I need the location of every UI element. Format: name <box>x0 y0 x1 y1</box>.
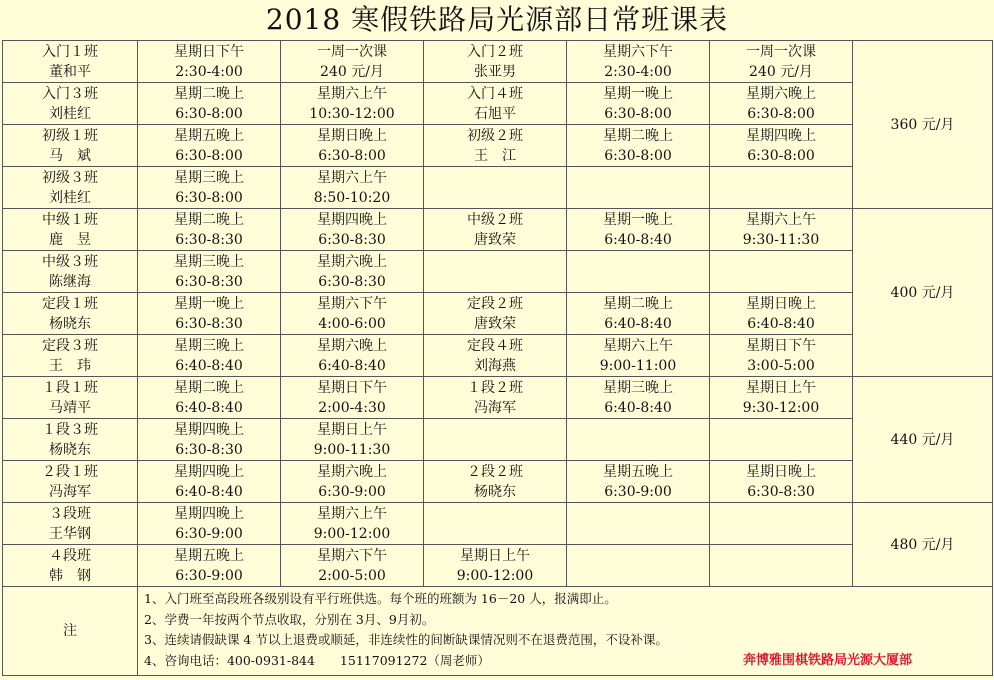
schedule-cell: 星期四晚上 6:30-8:30 <box>138 419 281 461</box>
class-cell: ２段２班 杨晓东 <box>424 461 567 503</box>
table-row <box>3 293 993 335</box>
class-cell: 定段２班 唐致荣 <box>424 293 567 335</box>
class-cell: 初级２班 王 江 <box>424 125 567 167</box>
schedule-cell: 星期四晚上 6:30-8:00 <box>710 125 853 167</box>
schedule-cell <box>567 503 710 545</box>
note-line <box>144 651 992 672</box>
schedule-table <box>2 40 993 676</box>
table-row <box>3 545 993 587</box>
table-row <box>3 377 993 419</box>
table-row <box>3 83 993 125</box>
class-cell: 中级１班 鹿 昱 <box>3 209 138 251</box>
schedule-cell: 星期六晚上 6:40-8:40 <box>281 335 424 377</box>
note-line <box>144 630 992 651</box>
schedule-cell: 星期三晚上 6:40-8:40 <box>567 377 710 419</box>
schedule-cell: 星期日下午 2:00-4:30 <box>281 377 424 419</box>
class-cell: 定段１班 杨晓东 <box>3 293 138 335</box>
schedule-cell: 星期六晚上 6:30-9:00 <box>281 461 424 503</box>
class-cell: 中级３班 陈继海 <box>3 251 138 293</box>
schedule-cell: 星期五晚上 6:30-9:00 <box>567 461 710 503</box>
class-cell: ４段班 韩 钢 <box>3 545 138 587</box>
schedule-cell: 星期四晚上 6:30-8:30 <box>281 209 424 251</box>
note-line <box>144 610 992 631</box>
schedule-cell: 星期二晚上 6:30-8:00 <box>567 125 710 167</box>
brand-label: 奔博雅围棋铁路局光源大厦部 <box>742 652 912 668</box>
schedule-cell: 星期六晚上 6:30-8:00 <box>710 83 853 125</box>
class-cell <box>424 167 567 209</box>
schedule-cell: 星期日下午 3:00-5:00 <box>710 335 853 377</box>
schedule-cell: 星期日晚上 6:30-8:00 <box>281 125 424 167</box>
schedule-cell: 星期日上午 9:30-12:00 <box>710 377 853 419</box>
page-title: 2018 寒假铁路局光源部日常班课表 <box>265 3 729 36</box>
schedule-cell: 星期三晚上 6:40-8:40 <box>138 335 281 377</box>
schedule-cell: 星期日上午 9:00-11:30 <box>281 419 424 461</box>
table-row <box>3 419 993 461</box>
table-row <box>3 41 993 83</box>
schedule-cell <box>710 419 853 461</box>
schedule-cell: 星期三晚上 6:30-8:30 <box>138 251 281 293</box>
table-row <box>3 125 993 167</box>
schedule-cell: 星期六下午 2:30-4:00 <box>567 41 710 83</box>
schedule-cell: 星期日晚上 6:30-8:30 <box>710 461 853 503</box>
class-cell: 入门３班 刘桂红 <box>3 83 138 125</box>
schedule-cell <box>567 545 710 587</box>
note-line <box>144 589 992 610</box>
class-cell: ２段１班 冯海军 <box>3 461 138 503</box>
schedule-cell <box>710 167 853 209</box>
note-text: 1、入门班至高段班各级别设有平行班供选。每个班的班额为 16－20 人，报满即止。 <box>144 591 617 606</box>
price-cell: 360 元/月 <box>853 41 993 209</box>
schedule-cell: 星期六晚上 6:30-8:30 <box>281 251 424 293</box>
price-cell: 400 元/月 <box>853 209 993 377</box>
schedule-cell: 星期日下午 2:30-4:00 <box>138 41 281 83</box>
table-row <box>3 209 993 251</box>
table-row <box>3 503 993 545</box>
class-cell: 定段３班 王 玮 <box>3 335 138 377</box>
class-cell <box>424 419 567 461</box>
price-cell: 440 元/月 <box>853 377 993 503</box>
table-row <box>3 167 993 209</box>
schedule-cell <box>567 167 710 209</box>
schedule-cell: 星期五晚上 6:30-9:00 <box>138 545 281 587</box>
class-cell <box>424 503 567 545</box>
class-cell <box>424 251 567 293</box>
schedule-cell: 星期六下午 4:00-6:00 <box>281 293 424 335</box>
class-cell: 入门２班 张亚男 <box>424 41 567 83</box>
schedule-cell: 星期日晚上 6:40-8:40 <box>710 293 853 335</box>
class-cell: １段２班 冯海军 <box>424 377 567 419</box>
class-cell: 中级２班 唐致荣 <box>424 209 567 251</box>
class-cell: 初级３班 刘桂红 <box>3 167 138 209</box>
class-cell: ３段班 王华钢 <box>3 503 138 545</box>
schedule-cell: 星期三晚上 6:30-8:00 <box>138 167 281 209</box>
schedule-cell: 星期四晚上 6:40-8:40 <box>138 461 281 503</box>
schedule-cell: 星期一晚上 6:40-8:40 <box>567 209 710 251</box>
note-text: 2、学费一年按两个节点收取，分别在 3月、9月初。 <box>144 611 435 627</box>
schedule-cell: 星期六上午 9:00-12:00 <box>281 503 424 545</box>
schedule-cell <box>567 419 710 461</box>
note-text: 4、咨询电话：400-0931-844 15117091272（周老师） <box>144 652 490 668</box>
notes-row <box>3 587 993 676</box>
schedule-cell: 星期六上午 9:00-11:00 <box>567 335 710 377</box>
schedule-cell: 星期六上午 8:50-10:20 <box>281 167 424 209</box>
table-row <box>3 251 993 293</box>
schedule-cell <box>567 251 710 293</box>
schedule-cell: 星期一晚上 6:30-8:30 <box>138 293 281 335</box>
schedule-cell: 星期四晚上 6:30-9:00 <box>138 503 281 545</box>
schedule-cell <box>710 545 853 587</box>
class-cell: 初级１班 马 斌 <box>3 125 138 167</box>
schedule-cell: 星期二晚上 6:30-8:30 <box>138 209 281 251</box>
class-cell: １段１班 马靖平 <box>3 377 138 419</box>
schedule-cell: 一周一次课 240 元/月 <box>710 41 853 83</box>
table-row <box>3 335 993 377</box>
schedule-cell: 星期二晚上 6:40-8:40 <box>138 377 281 419</box>
schedule-cell: 星期二晚上 6:40-8:40 <box>567 293 710 335</box>
schedule-cell: 星期六上午 9:30-11:30 <box>710 209 853 251</box>
schedule-cell: 星期五晚上 6:30-8:00 <box>138 125 281 167</box>
schedule-cell: 星期六下午 2:00-5:00 <box>281 545 424 587</box>
schedule-cell <box>710 251 853 293</box>
schedule-cell: 一周一次课 240 元/月 <box>281 41 424 83</box>
price-cell: 480 元/月 <box>853 503 993 587</box>
class-cell: 星期日上午 9:00-12:00 <box>424 545 567 587</box>
class-cell: 入门４班 石旭平 <box>424 83 567 125</box>
notes-cell <box>138 587 993 676</box>
table-row <box>3 461 993 503</box>
class-cell: 定段４班 刘海燕 <box>424 335 567 377</box>
schedule-cell <box>710 503 853 545</box>
schedule-cell: 星期二晚上 6:30-8:00 <box>138 83 281 125</box>
schedule-cell: 星期六上午 10:30-12:00 <box>281 83 424 125</box>
class-cell: １段３班 杨晓东 <box>3 419 138 461</box>
schedule-cell: 星期一晚上 6:30-8:00 <box>567 83 710 125</box>
note-text: 3、连续请假缺课 4 节以上退费或顺延，非连续性的间断缺课情况则不在退费范围，不设补课。 <box>144 632 668 647</box>
class-cell: 入门１班 董和平 <box>3 41 138 83</box>
notes-label: 注 <box>3 587 138 676</box>
